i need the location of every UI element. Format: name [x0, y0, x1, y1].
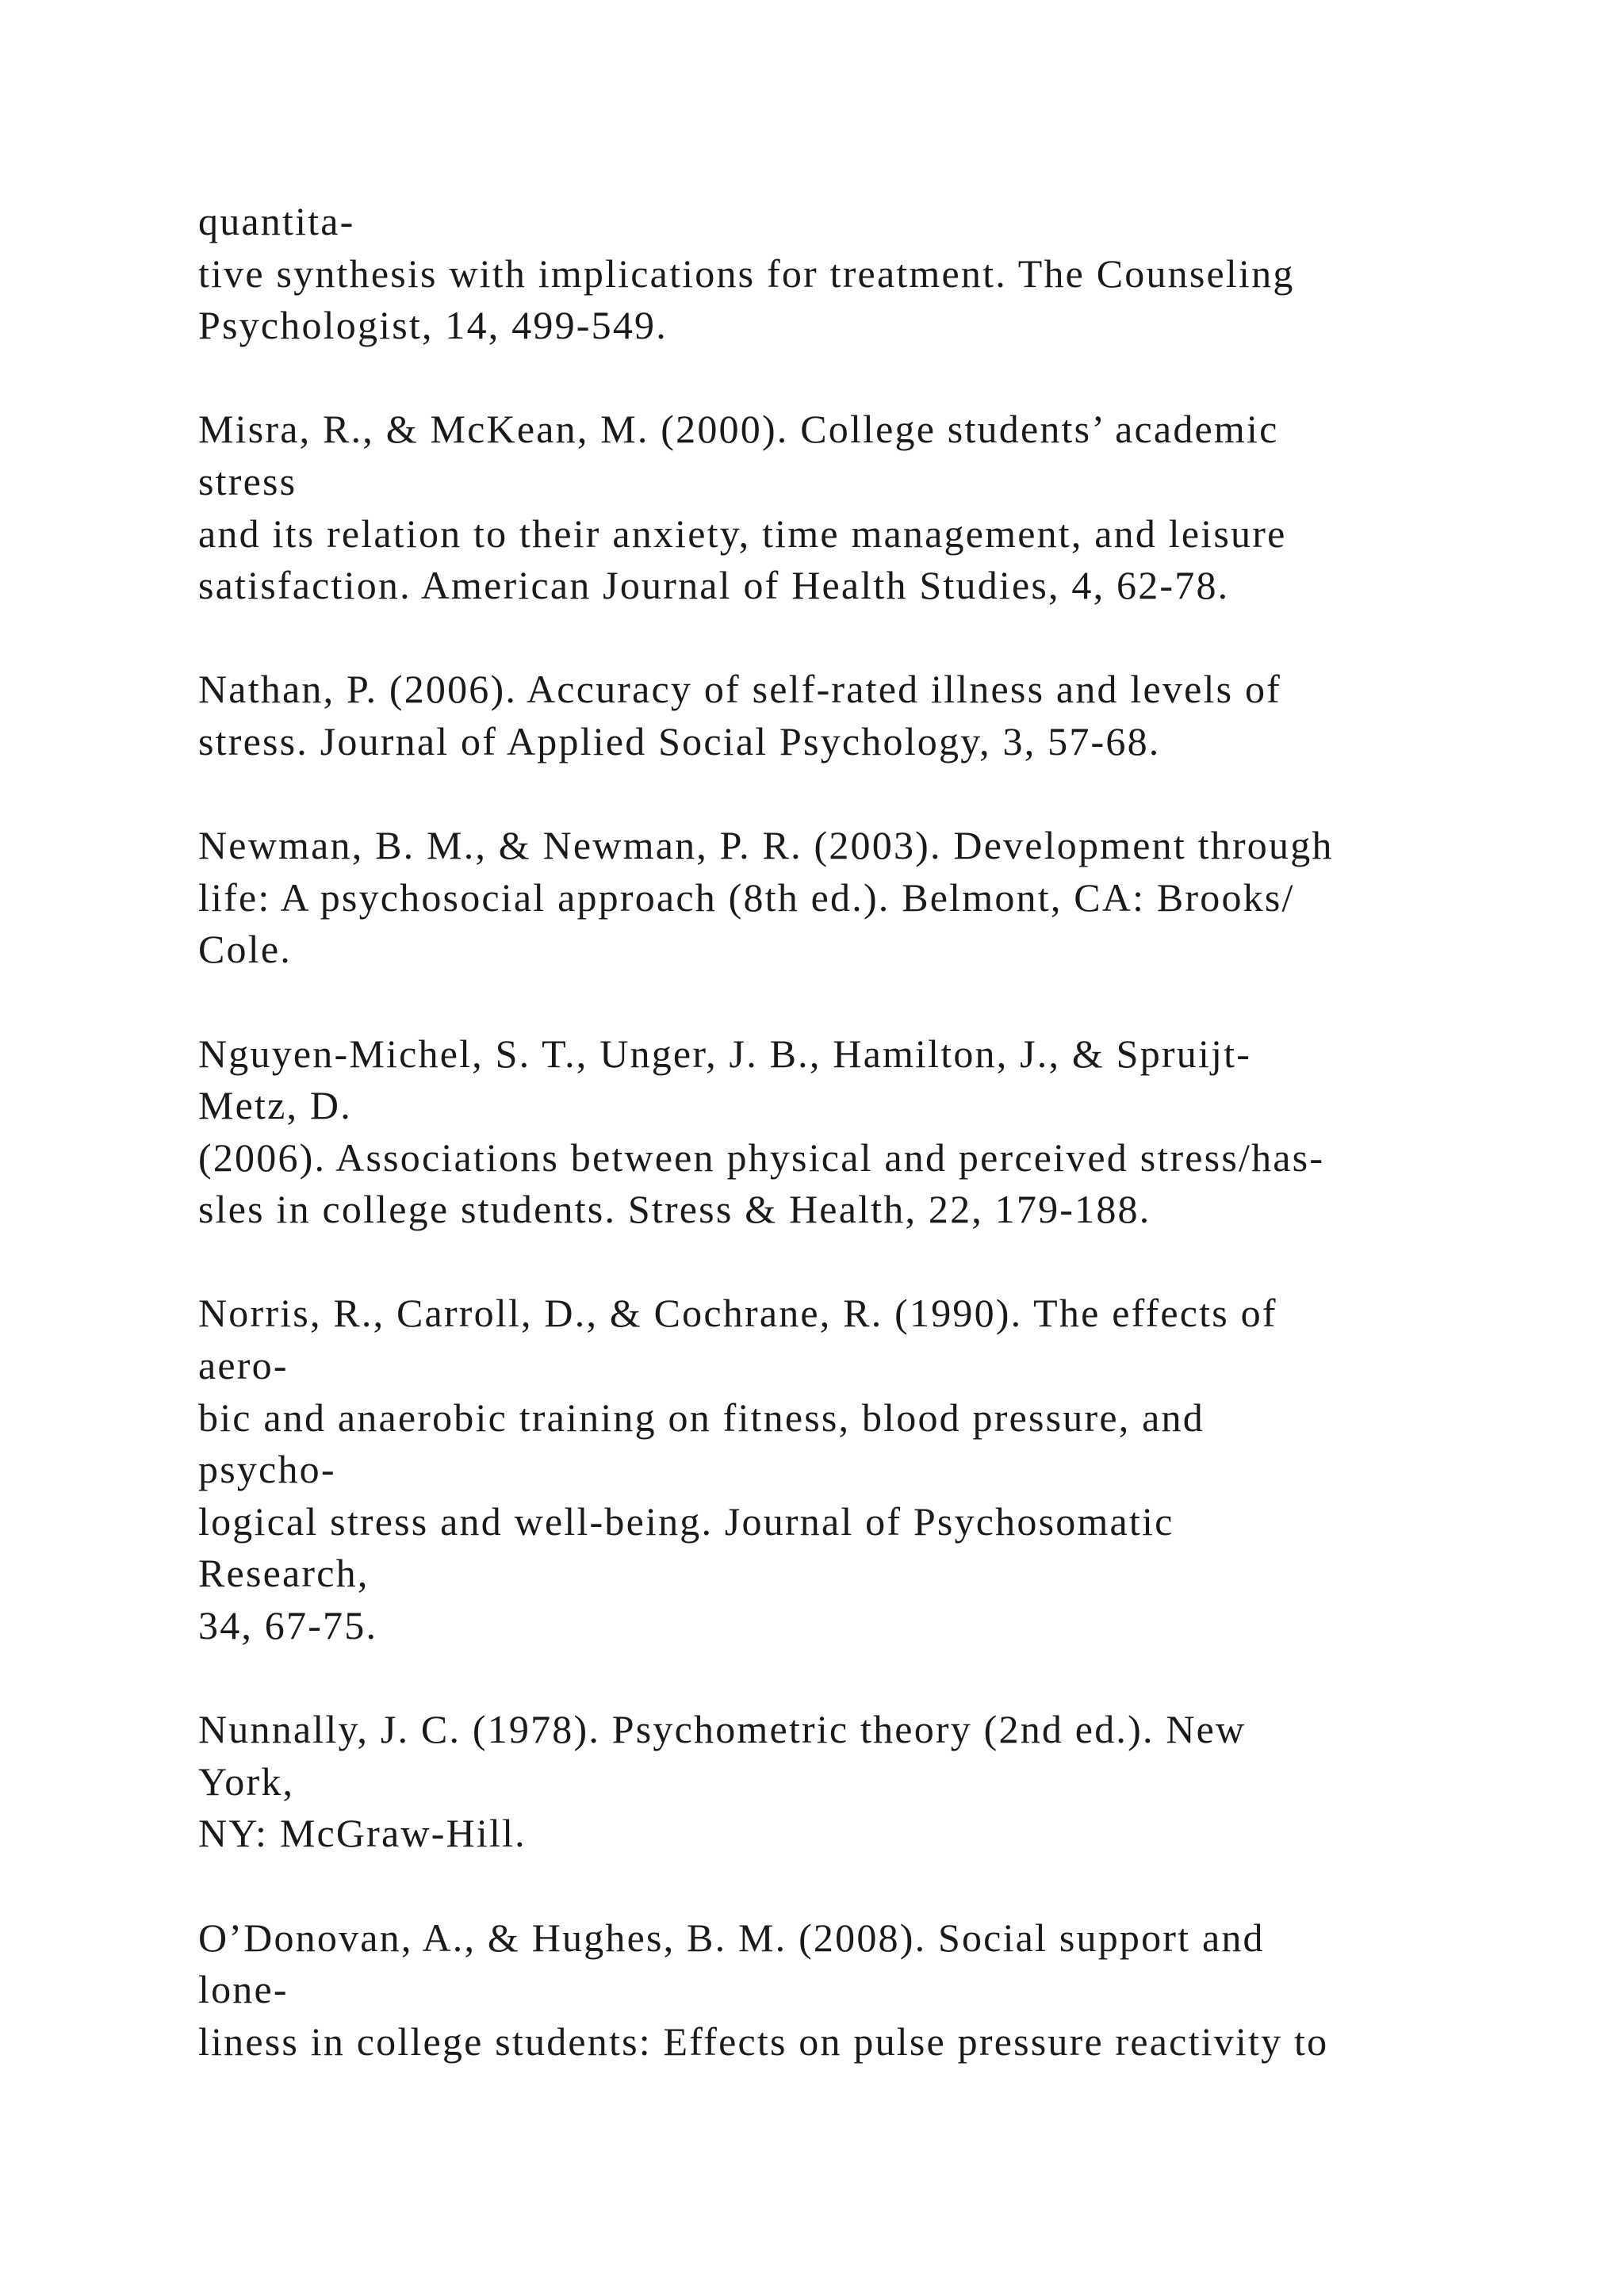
text-line: Research, — [198, 1551, 370, 1596]
text-line: Cole. — [198, 927, 292, 972]
text-line: Norris, R., Carroll, D., & Cochrane, R. (1990). The effects of — [198, 1291, 1277, 1336]
text-line: NY: McGraw-Hill. — [198, 1811, 527, 1856]
text-line: life: A psychosocial approach (8th ed.). Belmont, CA: Brooks/ — [198, 874, 1295, 920]
text-line: sles in college students. Stress & Health, 22, 179-188. — [198, 1187, 1151, 1232]
paragraph-gap — [198, 612, 1515, 664]
paragraph-gap — [198, 1236, 1515, 1288]
text-line: 34, 67-75. — [198, 1603, 378, 1648]
text-line: aero- — [198, 1343, 289, 1388]
text-line: Psychologist, 14, 499-549. — [198, 303, 668, 348]
text-line: Newman, B. M., & Newman, P. R. (2003). Development through — [198, 823, 1334, 868]
text-line: quantita- — [198, 199, 355, 243]
text-line: liness in college students: Effects on pulse pressure reactivity to — [198, 2019, 1329, 2064]
text-line: stress. Journal of Applied Social Psychology, 3, 57-68. — [198, 718, 1161, 763]
text-line: (2006). Associations between physical and perceived stress/has- — [198, 1135, 1325, 1180]
paragraph-gap — [198, 768, 1515, 821]
text-line: satisfaction. American Journal of Health Studies, 4, 62-78. — [198, 563, 1230, 608]
text-line: lone- — [198, 1967, 289, 2012]
text-line: O’Donovan, A., & Hughes, B. M. (2008). Social support and — [198, 1915, 1265, 1960]
text-line: Nathan, P. (2006). Accuracy of self-rated illness and levels of — [198, 667, 1281, 712]
paragraph-gap — [198, 1652, 1515, 1705]
text-line: psycho- — [198, 1447, 336, 1492]
text-line: Metz, D. — [198, 1083, 352, 1128]
text-line: Nguyen-Michel, S. T., Unger, J. B., Hamilton, J., & Spruijt- — [198, 1031, 1252, 1076]
text-line: and its relation to their anxiety, time management, and leisure — [198, 511, 1287, 556]
text-line: York, — [198, 1758, 295, 1804]
text-line: stress — [198, 458, 297, 503]
document-page — [198, 196, 1515, 2068]
text-line: tive synthesis with implications for treatment. The Counseling — [198, 251, 1295, 296]
text-line: Misra, R., & McKean, M. (2000). College students’ academic — [198, 407, 1279, 452]
text-line: logical stress and well-being. Journal of Psychosomatic — [198, 1498, 1174, 1544]
text-line: Nunnally, J. C. (1978). Psychometric theory (2nd ed.). New — [198, 1707, 1247, 1752]
paragraph-gap — [198, 352, 1515, 404]
paragraph-gap — [198, 976, 1515, 1028]
paragraph-gap — [198, 1860, 1515, 1912]
text-line: bic and anaerobic training on fitness, blood pressure, and — [198, 1395, 1205, 1440]
